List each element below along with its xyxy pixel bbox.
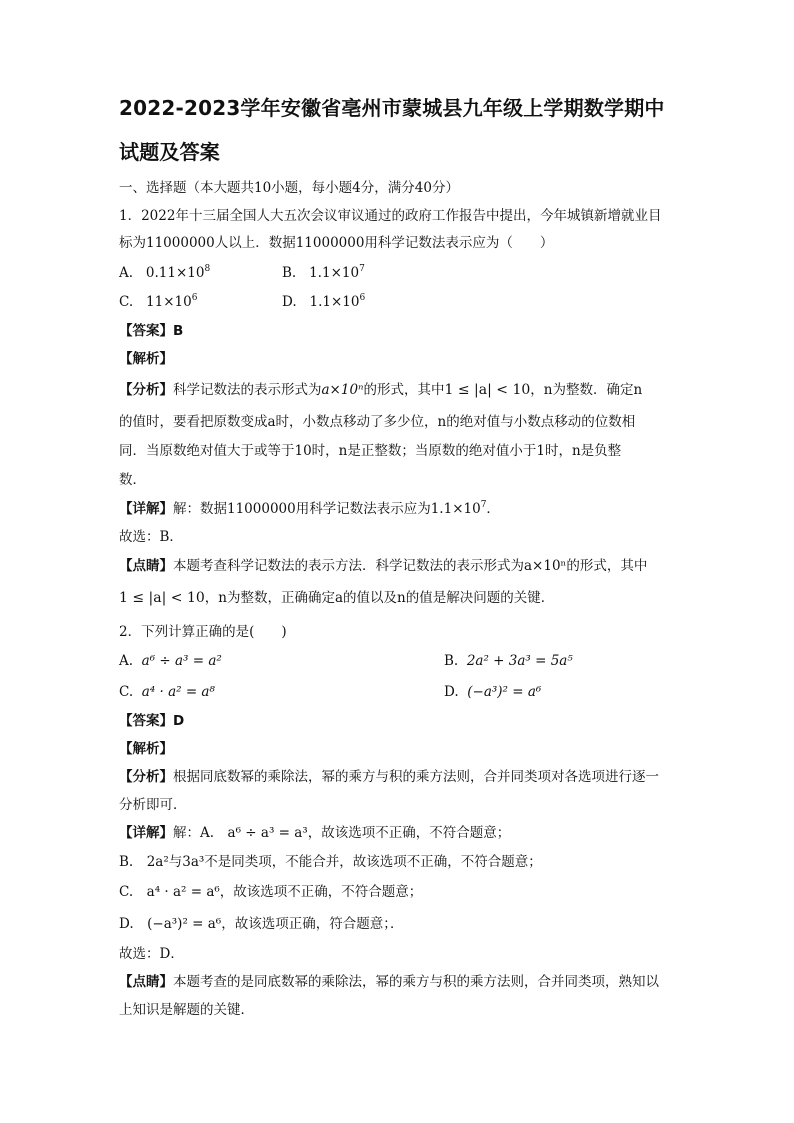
option-math: (−a³)² = a⁶ [467,684,542,700]
q2-dianjing-line1 [119,972,679,992]
option-letter: D. [282,294,297,310]
q1-option-a [119,263,210,283]
option-math: a⁶ ÷ a³ = a² [141,653,222,669]
option-exp: 8 [204,264,211,274]
q2-analysis-heading: 【解析】 [119,741,173,757]
q1-fenxi-line3: 同．当原数绝对值大于或等于10时，n是正整数；当原数的绝对值小于1时，n是负整 [119,443,622,459]
q2-option-b [444,651,573,671]
option-letter: A. [119,265,134,281]
section-heading: 一、选择题（本大题共10小题，每小题4分，满分40分） [119,180,459,196]
option-exp: 6 [191,293,198,303]
option-exp: 6 [359,293,366,303]
fenxi-text: 根据同底数幂的乘除法，幂的乘方与积的乘方法则，合并同类项对各选项进行逐一 [173,769,659,785]
option-letter: C. [119,294,134,310]
option-letter: B. [282,265,297,281]
option-math: a⁴ · a² = a⁸ [141,684,215,700]
q1-fenxi-line2: 的值时，要看把原数变成a时，小数点移动了多少位，n的绝对值与小数点移动的位数相 [119,414,636,430]
dianjing-tag: 【点睛】 [119,974,173,990]
xiangjie-text: 解：A. a⁶ ÷ a³ = a³，故该选项不正确，不符合题意； [173,825,511,841]
q2-stem: 2．下列计算正确的是( ) [119,624,287,640]
q1-dianjing-line1 [119,556,679,576]
q1-option-b [282,263,365,283]
q1-dianjing-line2 [119,588,679,608]
fenxi-text: 科学记数法的表示形式为 [173,382,322,398]
option-letter: C. [119,684,134,700]
document-title-line1: 2022-2023学年安徽省亳州市蒙城县九年级上学期数学期中 [119,96,665,120]
q1-guxuan: 故选：B． [119,529,183,545]
q2-xiangjie-c: C. a⁴ · a² = a⁶，故该选项不正确，不符合题意； [119,884,423,900]
q2-answer: 【答案】D [119,713,185,729]
dianjing-text: ，n为整数，正确确定a的值以及n的值是解决问题的关键． [204,590,555,606]
q2-fenxi-line2: 分析即可． [119,797,187,813]
fenxi-math: a×10ⁿ [321,382,364,398]
q2-option-d [444,682,541,702]
xiangjie-end: ． [486,501,500,517]
document-title-line2: 试题及答案 [119,140,220,164]
dianjing-text: 本题考查科学记数法的表示方法．科学记数法的表示形式为a×10ⁿ的形式，其中 [173,558,648,574]
dianjing-tag: 【点睛】 [119,558,173,574]
xiangjie-tag: 【详解】 [119,501,173,517]
fenxi-tag: 【分析】 [119,769,173,785]
q1-xiangjie [119,499,679,519]
q1-stem-line1: 1．2022年十三届全国人大五次会议审议通过的政府工作报告中提出，今年城镇新增就业目 [119,208,662,224]
dianjing-text: 本题考查的是同底数幂的乘除法，幂的乘方与积的乘方法则，合并同类项，熟知以 [173,974,659,990]
xiangjie-tag: 【详解】 [119,825,173,841]
option-math: 2a² + 3a³ = 5a⁵ [466,653,573,669]
fenxi-text: ，n为整数．确定n [530,382,643,398]
option-letter: A. [119,653,134,669]
q2-guxuan: 故选：D． [119,946,184,962]
q2-option-c [119,682,215,702]
xiangjie-exp: 7 [480,500,487,510]
q2-xiangjie-d: D. (−a³)² = a⁶，故该选项正确，符合题意；． [119,916,404,932]
xiangjie-math: 1.1×10 [430,501,481,517]
q2-dianjing-line2: 上知识是解题的关键． [119,1002,254,1018]
q1-fenxi-line1 [119,380,679,400]
option-math: 11×10 [146,294,192,310]
q1-option-c [119,292,197,312]
q2-xiangjie-b: B. 2a²与3a³不是同类项，不能合并，故该选项不正确，不符合题意； [119,854,542,870]
q1-fenxi-line4: 数． [119,472,146,488]
option-math: 0.11×10 [145,265,205,281]
option-math: 1.1×10 [309,265,360,281]
fenxi-tag: 【分析】 [119,382,173,398]
option-letter: D. [444,684,459,700]
q1-option-d [282,292,365,312]
fenxi-inequality: 1 ≤ |a| < 10 [444,382,531,398]
fenxi-text: 的形式，其中 [363,382,445,398]
option-letter: B. [444,653,459,669]
xiangjie-text: 解：数据11000000用科学记数法表示应为 [173,501,431,517]
option-math: 1.1×10 [309,294,360,310]
q1-answer: 【答案】B [119,323,184,339]
q2-option-a [119,651,222,671]
q1-stem-line2: 标为11000000人以上．数据11000000用科学记数法表示应为（ ） [119,235,554,251]
q2-xiangjie-a [119,823,679,843]
dianjing-inequality: 1 ≤ |a| < 10 [119,590,205,606]
q2-fenxi-line1 [119,767,679,787]
q1-analysis-heading: 【解析】 [119,351,173,367]
option-exp: 7 [359,264,365,274]
